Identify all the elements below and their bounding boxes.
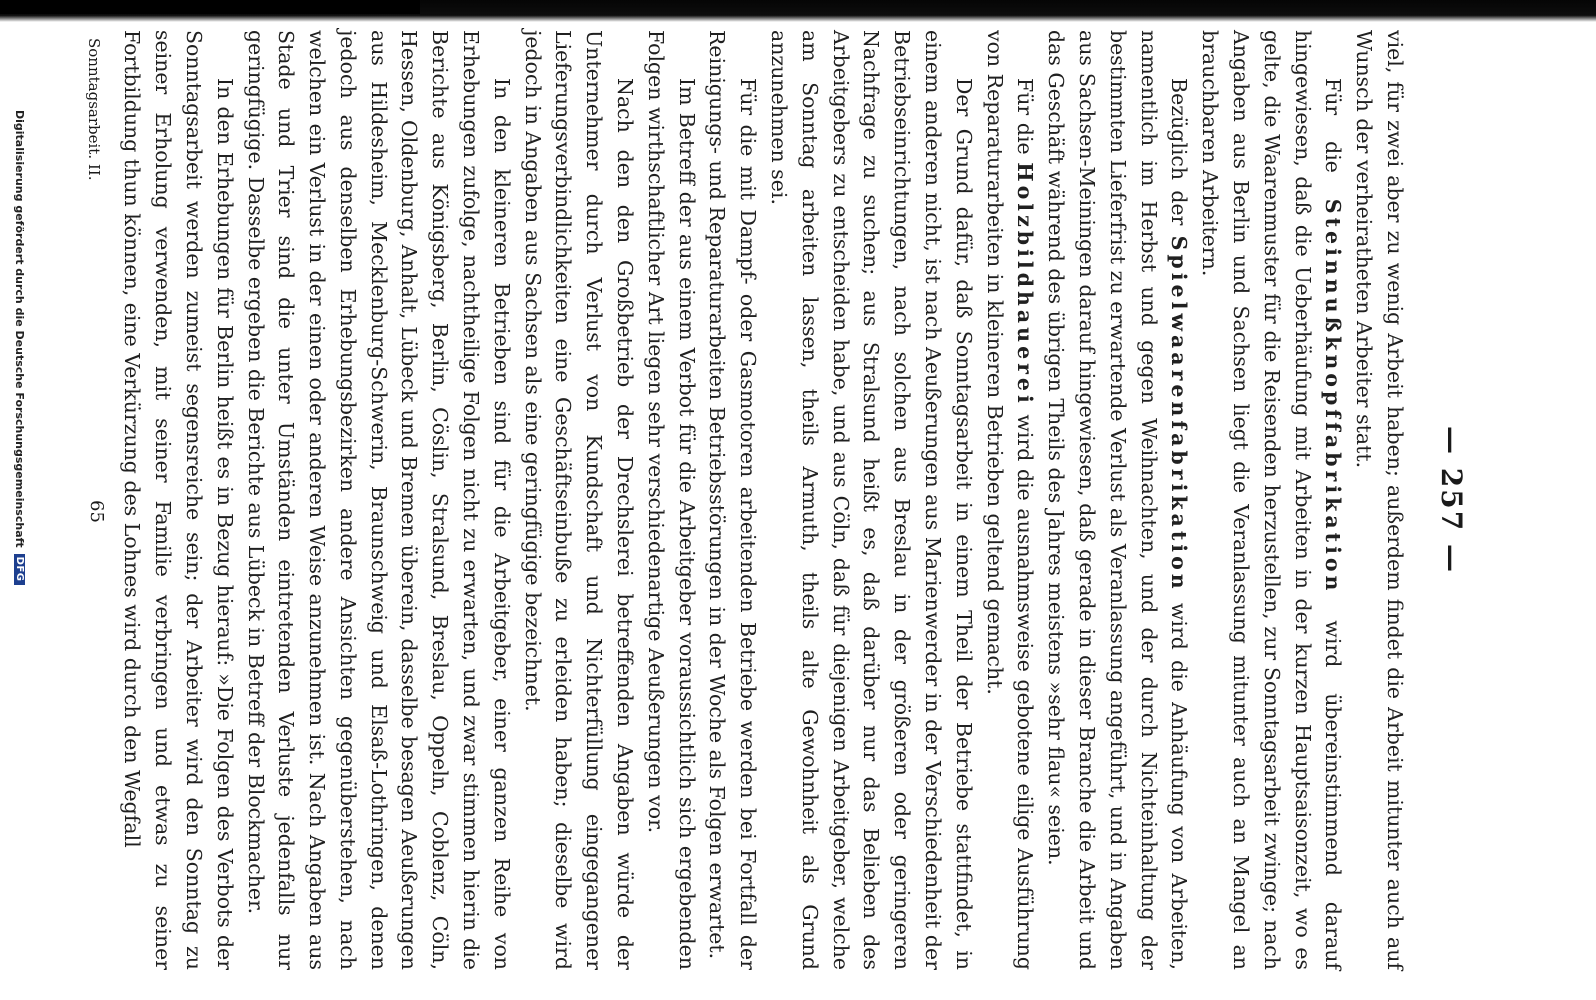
document-page <box>84 30 1508 971</box>
paragraph: Bezüglich der Spielwaarenfabrikation wird die Anhäufung von Arbeiten, namentlich im Herbst und gegen Weihnachten, und der durch Nichteinhaltung der bestimmten Lieferfrist zu erwartende Verlust als Veranlassung angeführt, und in Angaben aus Sachsen-Meiningen darauf hingewiesen, daß gerade in dieser Branche die Arbeit und das Geschäft während des übrigen Theils des Jahres meistens »sehr flau« seien. <box>1044 30 1192 970</box>
body-text <box>117 30 1410 970</box>
dfg-logo: DFG <box>15 554 26 585</box>
spaced-term: Steinnußknopffabrikation <box>1321 198 1346 595</box>
page-number-header: — 257 — <box>1435 426 1468 574</box>
paragraph: In den Erhebungen für Berlin heißt es in Bezug hierauf: »Die Folgen des Verbots der Sonntagsarbeit werden zumeist segensreiche sein; der Arbeiter wird den Sonntag zu seiner Erholung verwenden, mit seiner Familie verbringen und etwas zu seiner Fortbildung thun können, eine Verkürzung des Lohnes wird durch den Wegfall <box>120 30 237 970</box>
paragraph: Für die Holzbildhauerei wird die ausnahmsweise gebotene eilige Ausführung von Reparaturarbeiten in kleineren Betrieben geltend gemacht. <box>982 30 1038 970</box>
paragraph: In den kleineren Betrieben sind für die Arbeitgeber, einer ganzen Reihe von Erhebungen zufolge, nachtheilige Folgen nicht zu erwarten, und zwar stimmen hierin die Berichte aus Königsberg, Berlin, Cöslin, Stralsund, Breslau, Oppeln, Coblenz, Cöln, Hessen, Oldenburg, Anhalt, Lübeck und Bremen überein, dasselbe besagen Aeußerungen aus Hildesheim, Mecklenburg-Schwerin, Braunschweig und Elsaß-Lothringen, denen jedoch aus denselben Erhebungsbezirken andere Ansichten gegenüberstehen, nach welchen ein Verlust in der einen oder anderen Weise anzunehmen ist. Nach Angaben aus Stade und Trier sind die unter Umständen eintretenden Verluste jedenfalls nur geringfügige. Dasselbe ergeben die Berichte aus Lübeck in Betreff der Blockmacher. <box>243 30 514 970</box>
spaced-term: Spielwaarenfabrikation <box>1167 235 1192 593</box>
paragraph: Im Betreff der aus einem Verbot für die Arbeitgeber voraussichtlich sich ergebenden Folgen wirthschaftlicher Art liegen sehr verschiedenartige Aeußerungen vor. <box>643 30 699 970</box>
funding-notice <box>12 110 28 910</box>
top-scan-border <box>0 0 1596 22</box>
paragraph: viel, für zwei aber zu wenig Arbeit haben; außerdem findet die Arbeit mitunter auch auf Wunsch der verheiratheten Arbeiter statt. <box>1352 30 1407 970</box>
paragraph: Der Grund dafür, daß Sonntagsarbeit in einem Theil der Betriebe stattfindet, in einem anderen nicht, ist nach Aeußerungen aus Marienwerder in der Verschiedenheit der Betriebseinrichtungen, nach solchen aus Breslau in der größeren oder geringeren Nachfrage zu suchen; aus Stralsund heißt es, daß darüber nur das Belieben des Arbeitgebers zu entscheiden habe, und aus Cöln, daß für diejenigen Arbeitgeber, welche am Sonntag arbeiten lassen, theils Armuth, theils alte Gewohnheit als Grund anzunehmen sei. <box>767 30 976 970</box>
signature-mark: Sonntagsarbeit. II. <box>84 38 103 181</box>
paragraph: Für die mit Dampf- oder Gasmotoren arbeitenden Betriebe werden bei Fortfall der Reinigungs- und Reparaturarbeiten Betriebsstörungen in der Woche als Folgen erwartet. <box>705 30 761 970</box>
paragraph: Nach den den Großbetrieb der Drechslerei betreffenden Angaben würde der Unternehmer durch Verlust von Kundschaft und Nichterfüllung eingegangener Lieferungsverbindlichkeiten eine Geschäftseinbuße zu erleiden haben; dieselbe wird jedoch in Angaben aus Sachsen als eine geringfügige bezeichnet. <box>520 30 638 970</box>
page-footer <box>77 30 111 970</box>
spaced-term: Holzbildhauerei <box>1013 162 1038 407</box>
paragraph: Für die Steinnußknopffabrikation wird übereinstimmend darauf hingewiesen, daß die Ueberhäufung mit Arbeiten in der kurzen Hauptsaisonzeit, wo es gelte, die Waarenmuster für die Reisenden herzustellen, zur Sonntagsarbeit zwinge; nach Angaben aus Berlin und Sachsen liegt die Veranlassung mitunter auch an Mangel an brauchbaren Arbeitern. <box>1198 30 1346 971</box>
footer-page-number: 65 <box>85 500 107 523</box>
funding-text: Digitalisierung gefördert durch die Deutsche Forschungsgemeinschaft <box>13 110 27 548</box>
